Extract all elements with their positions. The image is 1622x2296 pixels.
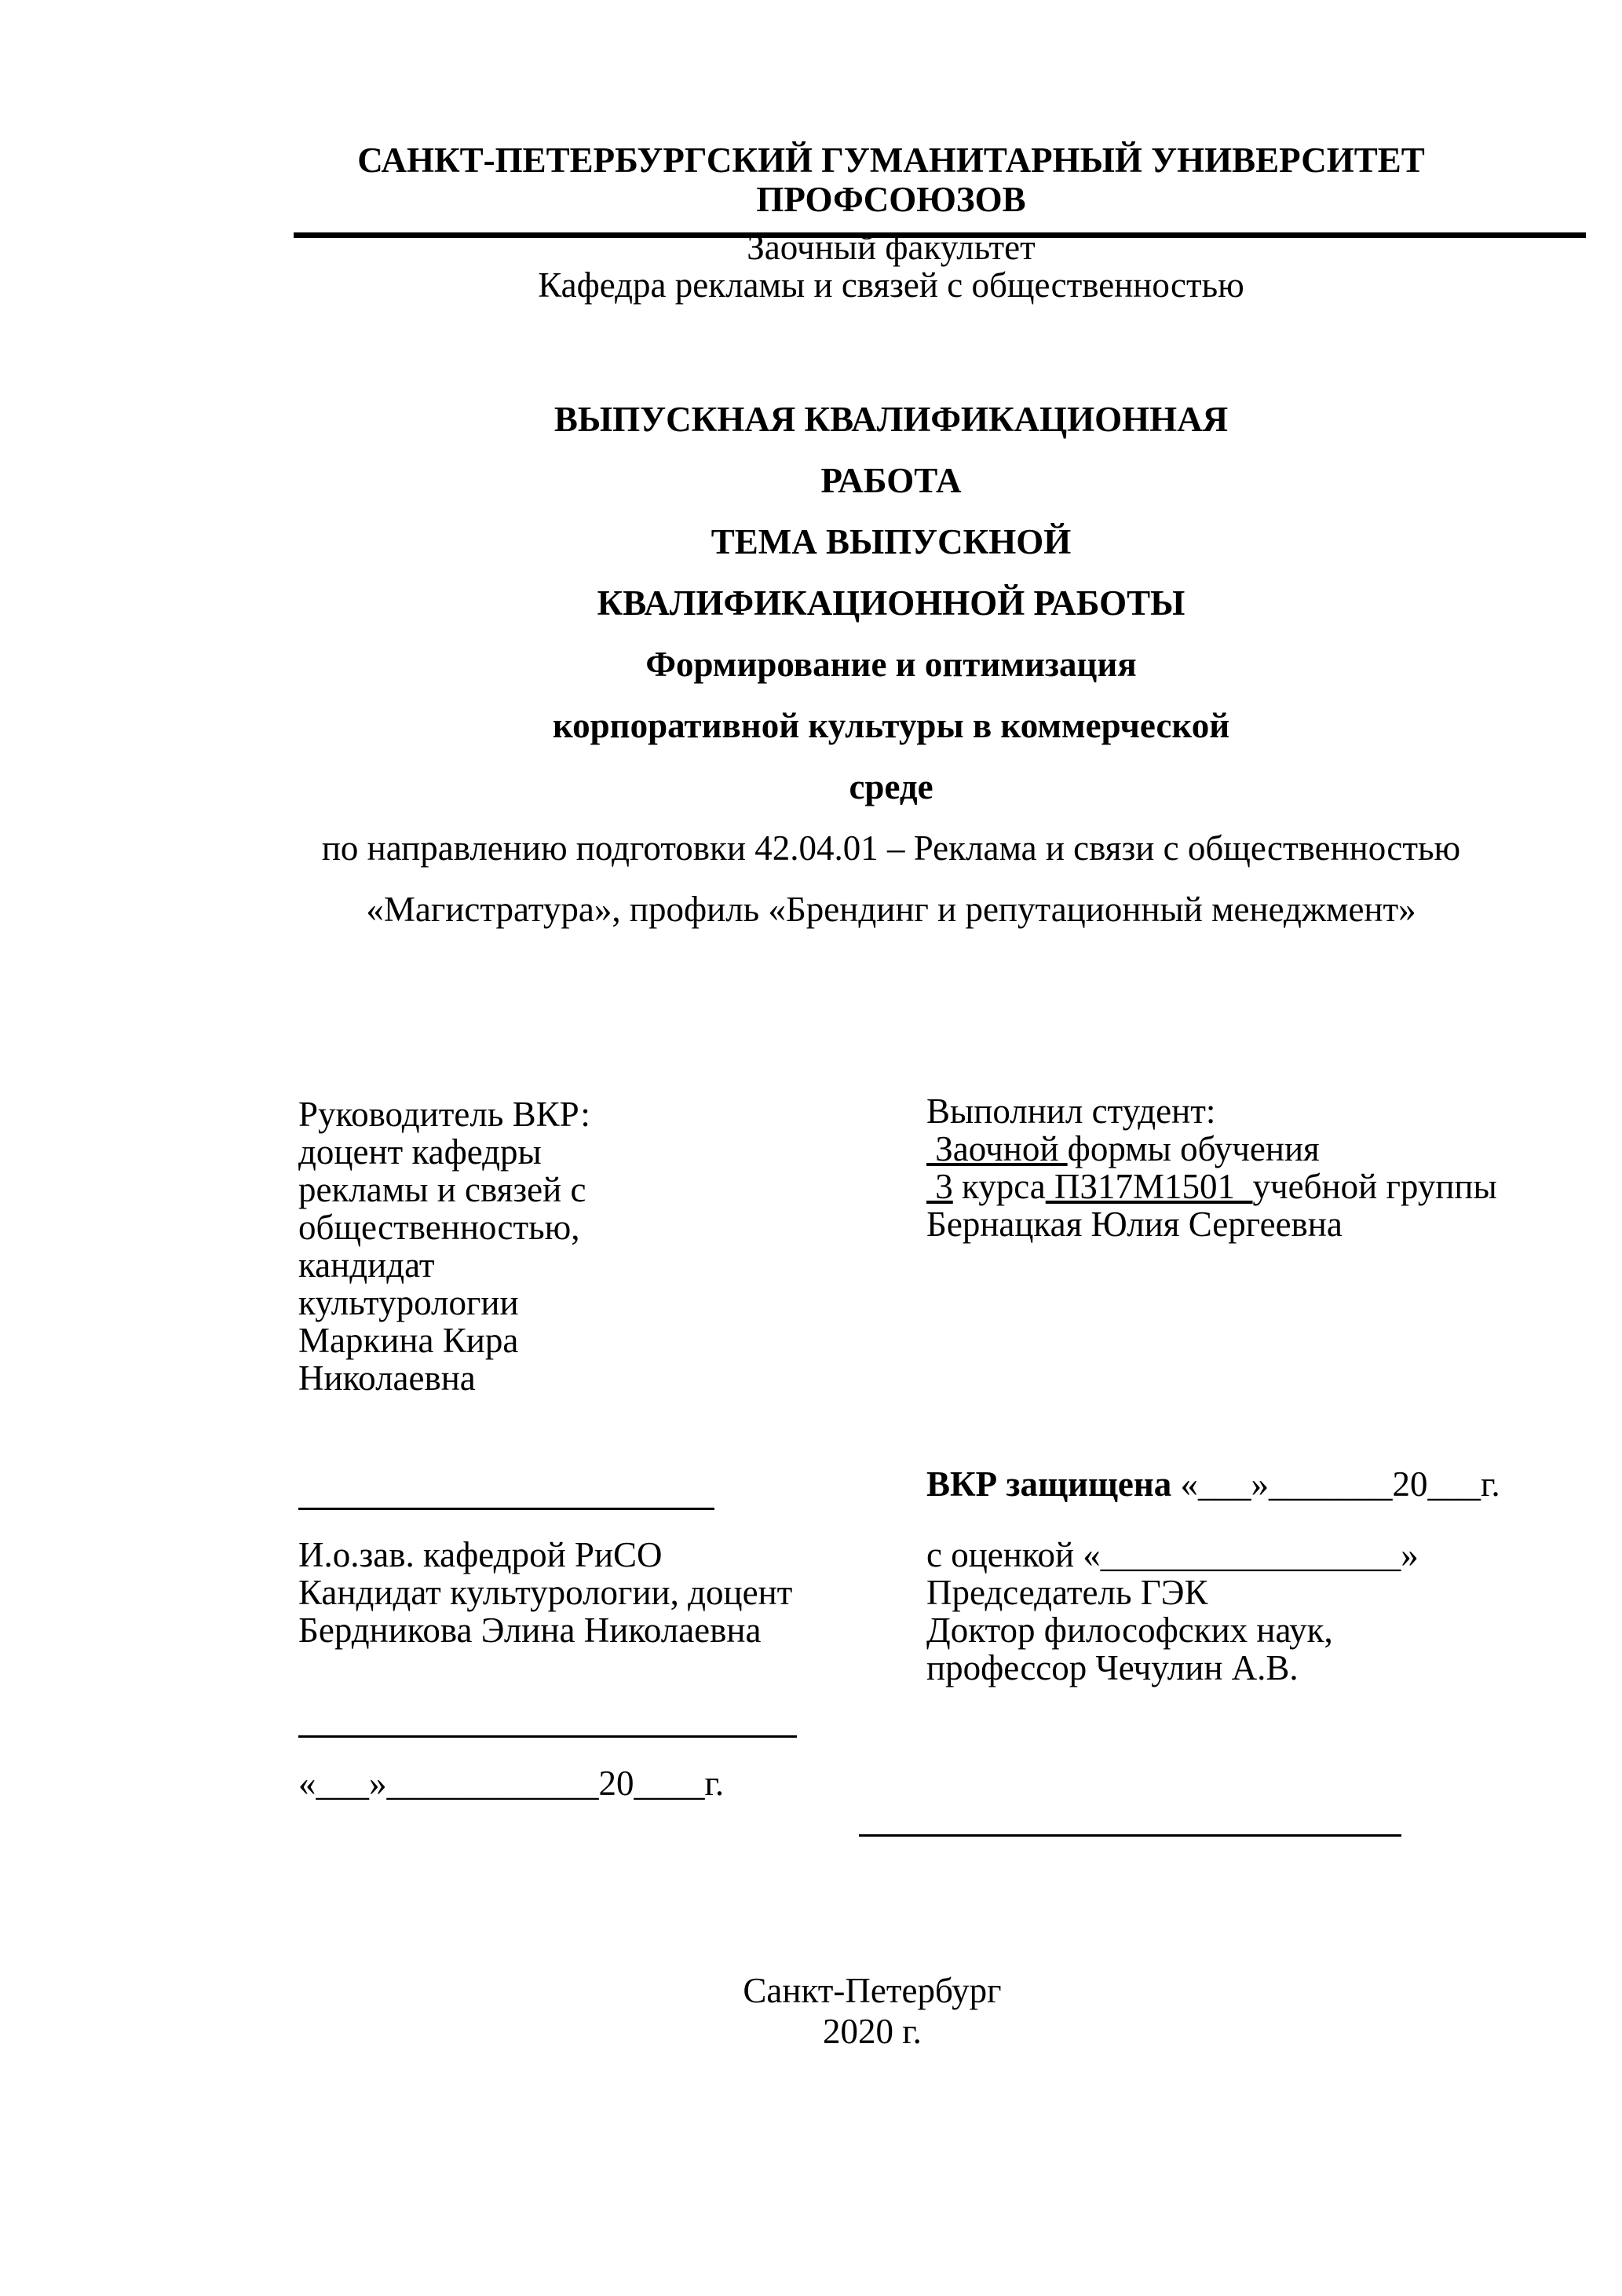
chairman-signature-line <box>859 1811 1401 1837</box>
grade-line: с оценкой «_________________» <box>926 1535 1419 1574</box>
thesis-type-line-2: РАБОТА <box>820 461 962 500</box>
thesis-topic-line-3: среде <box>849 767 933 806</box>
program-profile-line: «Магистратура», профиль «Брендинг и репутационный менеджмент» <box>366 890 1416 929</box>
thesis-topic-line-1: Формирование и оптимизация <box>645 645 1137 684</box>
thesis-type-line-1: ВЫПУСКНАЯ КВАЛИФИКАЦИОННАЯ <box>553 400 1229 439</box>
supervisor-line: общественностью, <box>298 1208 580 1247</box>
university-name-line-1: САНКТ-ПЕТЕРБУРГСКИЙ ГУМАНИТАРНЫЙ УНИВЕРСИТЕТ <box>357 141 1425 180</box>
student-course-underlined: 3 <box>926 1167 953 1206</box>
department-head-degree: Кандидат культурологии, доцент <box>298 1573 793 1612</box>
chairman-name: профессор Чечулин А.В. <box>926 1648 1299 1687</box>
supervisor-line: кандидат <box>298 1245 435 1285</box>
thesis-topic-heading-1: ТЕМА ВЫПУСКНОЙ <box>711 522 1072 561</box>
supervisor-heading: Руководитель ВКР: <box>298 1095 590 1134</box>
supervisor-name-line-2: Николаевна <box>298 1358 476 1398</box>
department-head-name: Бердникова Элина Николаевна <box>298 1610 762 1650</box>
defended-blanks: «___»_______20___г. <box>1171 1464 1500 1504</box>
thesis-topic-line-2: корпоративной культуры в коммерческой <box>552 706 1230 745</box>
year-line: 2020 г. <box>823 2012 922 2051</box>
student-form-underlined: Заочной <box>926 1129 1068 1168</box>
supervisor-name-line-1: Маркина Кира <box>298 1321 519 1360</box>
faculty-department-block <box>294 229 1489 304</box>
supervisor-block <box>298 1095 903 1397</box>
university-header <box>294 141 1489 219</box>
department-head-block <box>298 1536 903 1649</box>
department-head-signature-line <box>298 1712 797 1738</box>
supervisor-signature-line <box>298 1484 714 1510</box>
student-name: Бернацкая Юлия Сергеевна <box>926 1205 1343 1244</box>
student-course-word: курса <box>952 1167 1046 1206</box>
supervisor-line: рекламы и связей с <box>298 1170 586 1209</box>
student-form-rest: формы обучения <box>1067 1129 1320 1168</box>
department-line: Кафедра рекламы и связей с общественностью <box>538 265 1244 305</box>
supervisor-line: доцент кафедры <box>298 1132 542 1172</box>
student-group-rest: учебной группы <box>1252 1167 1497 1206</box>
student-heading: Выполнил студент: <box>926 1091 1216 1131</box>
grade-chairman-block <box>926 1536 1609 1687</box>
defense-date-line <box>926 1465 1609 1503</box>
student-group-underlined: ПЗ17М1501 <box>1045 1167 1253 1206</box>
thesis-topic-heading-2: КВАЛИФИКАЦИОННОЙ РАБОТЫ <box>597 583 1185 623</box>
chairman-degree: Доктор философских наук, <box>926 1610 1333 1650</box>
supervisor-line: культурологии <box>298 1283 519 1322</box>
department-head-title: И.о.зав. кафедрой РиСО <box>298 1535 663 1574</box>
defended-label: ВКР защищена <box>926 1464 1172 1504</box>
thesis-title-block <box>294 389 1489 940</box>
program-direction-line: по направлению подготовки 42.04.01 – Реклама и связи с общественностью <box>321 828 1461 868</box>
faculty-line: Заочный факультет <box>747 228 1036 267</box>
approval-date-line: «___»____________20____г. <box>298 1764 725 1803</box>
student-course-group-line <box>926 1168 1609 1205</box>
footer-block <box>294 1970 1451 2052</box>
student-form-line <box>926 1130 1609 1168</box>
city-line: Санкт-Петербург <box>743 1971 1002 2010</box>
chairman-title: Председатель ГЭК <box>926 1573 1208 1612</box>
student-block <box>926 1092 1609 1243</box>
university-name-line-2: ПРОФСОЮЗОВ <box>756 180 1026 219</box>
